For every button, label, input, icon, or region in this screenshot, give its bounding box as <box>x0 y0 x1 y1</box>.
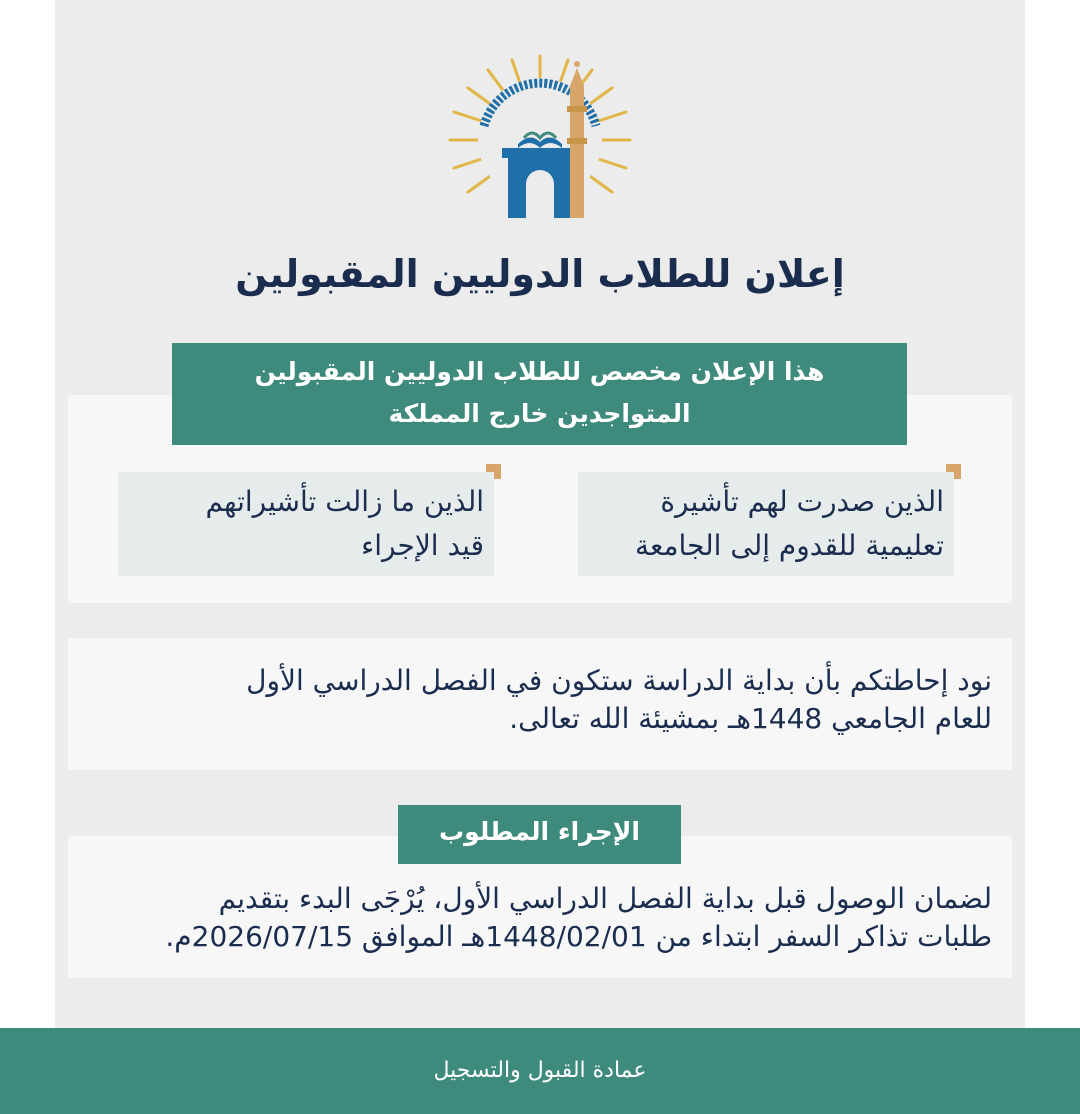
required-action-line2: طلبات تذاكر السفر ابتداء من 1448/02/01هـ الموافق 2026/07/15م. <box>165 920 992 953</box>
page-title: إعلان للطلاب الدوليين المقبولين <box>235 252 845 296</box>
visa-pending-box <box>118 472 494 576</box>
visa-pending-line1: الذين ما زالت تأشيراتهم <box>205 485 484 518</box>
audience-banner-line1: هذا الإعلان مخصص للطلاب الدوليين المقبولين <box>254 357 825 386</box>
visa-pending-line2: قيد الإجراء <box>361 529 484 562</box>
visa-issued-line1: الذين صدرت لهم تأشيرة <box>660 485 944 518</box>
required-action-line1: لضمان الوصول قبل بداية الفصل الدراسي الأول، يُرْجَى البدء بتقديم <box>218 882 992 915</box>
visa-issued-line2: تعليمية للقدوم إلى الجامعة <box>635 529 944 562</box>
required-action-text <box>80 880 992 956</box>
footer-label: عمادة القبول والتسجيل <box>433 1058 647 1083</box>
audience-banner-line2: المتواجدين خارج المملكة <box>388 399 691 428</box>
audience-banner <box>172 343 907 445</box>
required-action-banner: الإجراء المطلوب <box>398 805 681 864</box>
visa-issued-box <box>578 472 954 576</box>
university-emblem-icon <box>440 48 640 228</box>
start-date-line2: للعام الجامعي 1448هـ بمشيئة الله تعالى. <box>509 702 992 735</box>
start-date-line1: نود إحاطتكم بأن بداية الدراسة ستكون في الفصل الدراسي الأول <box>246 664 992 697</box>
start-date-text <box>80 662 992 738</box>
